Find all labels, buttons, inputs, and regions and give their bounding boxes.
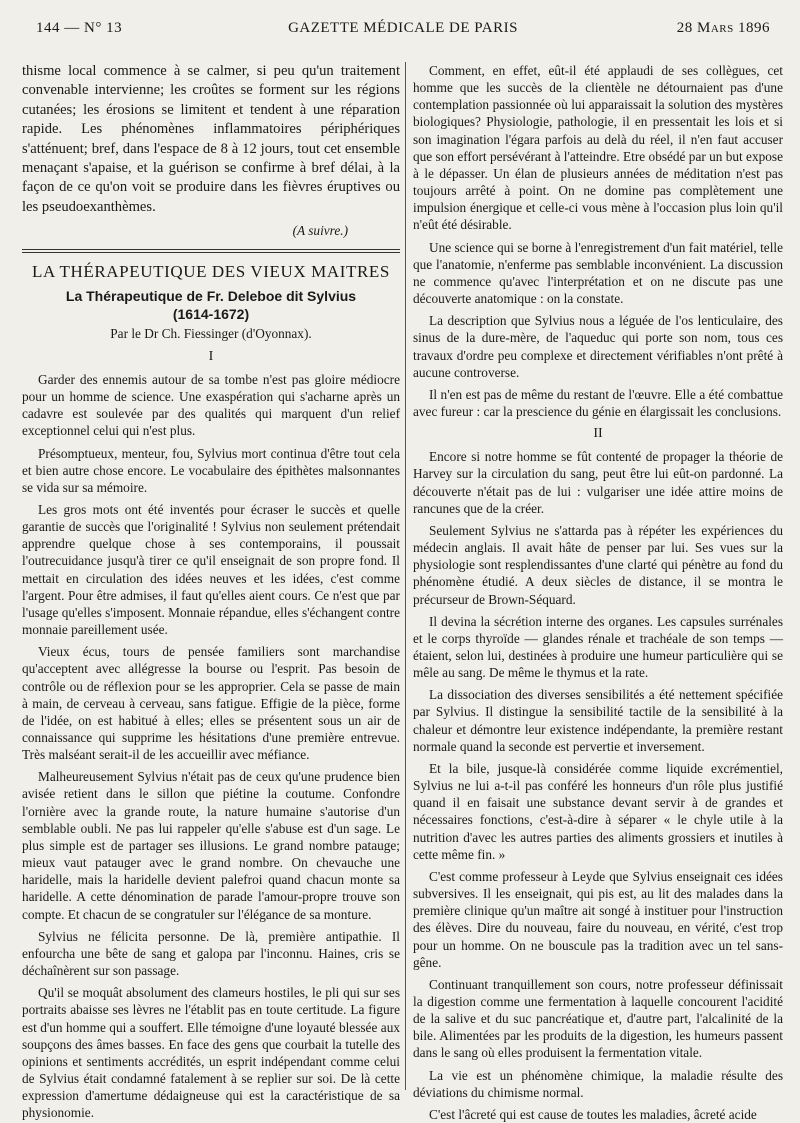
paragraph: Il devina la sécrétion interne des organes. Les capsules surrénales et le corps thyroïde — glandes rénale et trachéale de son temps — étaient, selon lui, destinées à produire une humeur particulière qui se mêle au sang. De même le thymus et la rate. (413, 613, 783, 681)
paragraph: Comment, en effet, eût-il été applaudi de ses collègues, cet homme que les succès de la clientèle ne détournaient pas d'une contemplation passionnée où lui apparaissait la solution des mystères biologiques? Physiologie, pathologie, il en pressentait les lois et si son imagination l'égara parfois au delà du réel, il n'en faut accuser que son effort persévérant à l'atteindre. Etre obsédé par un but expose à le dépasser. Un élan de plusieurs années de méditation n'est pas toujours arrêté à point. On ne domine pas complètement une impulsion énergique et celle-ci vous mène à l'occasion plus loin qu'il n'eût été désirable. (413, 63, 783, 233)
article-dates: (1614-1672) (172, 305, 250, 322)
paragraph: Il n'en est pas de même du restant de l'œuvre. Elle a été combattue avec fureur : car la prescience du génie en élargissait les conclusions. (413, 386, 783, 419)
paragraph: Sylvius ne félicita personne. De là, première antipathie. Il enfourcha une bête de sang et galopa par l'inconnu. Haines, cris se déchaînèrent sur son passage. (22, 928, 400, 979)
byline: Par le Dr Ch. Fiessinger (d'Oyonnax). (110, 325, 312, 341)
continued-paragraph: thisme local commence à se calmer, si peu qu'un traitement convenable intervienne; les croûtes se forment sur les régions cutanées; les érosions se limitent et tendent à une réparation rapide. Les phénomènes inflammatoires périphériques s'atténuent; bref, dans l'espace de 8 à 12 jours, tout cet ensemble menaçant s'apaise, et la guérison se confirme à bref délai, à la façon de ce qu'on voit se produire dans les fièvres éruptives ou les pseudoexanthèmes. (22, 63, 400, 215)
column-divider (405, 62, 406, 1090)
paragraph: Une science qui se borne à l'enregistrement d'un fait matériel, telle que l'anatomie, n'enferme pas semblable inconvénient. La discussion ne commence qu'avec l'interprétation et on ne discute pas une découverte anatomique : on la constate. (413, 239, 783, 307)
page-header (36, 16, 770, 42)
issue-date: 28 Mars 1896 (676, 20, 770, 36)
paragraph: Malheureusement Sylvius n'était pas de ceux qu'une prudence bien avisée retient dans le sillon que piétine la coutume. Confondre l'ornière avec la grande route, la nature humaine s'autorise d'un semblable oubli. Ne pas lui rappeler qu'elle s'abuse est d'un sage. Le plus simple est de partager ses illusions. Le grand nombre patauge; mieux vaut patauger avec le grand nombre. On chevauche une haridelle, mais la haridelle devient palefroi quand chacun monte sa haridelle. A cette dénomination de parade l'amour-propre trouve son compte. Et chacun de se congratuler sur l'élégance de sa monture. (22, 769, 400, 922)
paragraph: Présomptueux, menteur, fou, Sylvius mort continua d'être tout cela et bien autre chose encore. Le vocabulaire des épithètes malsonnantes se vida sur sa mémoire. (22, 445, 400, 495)
paragraph: La vie est un phénomène chimique, la maladie résulte des déviations du chimisme normal. (413, 1067, 783, 1100)
paragraph: Continuant tranquillement son cours, notre professeur définissait la digestion comme une fermentation à laquelle concourent l'acidité de la salive et du suc pancréatique et, d'autre part, l'alcalinité de la bile. Alimentées par les produits de la digestion, les humeurs passent dans le sang où elles produisent la fermentation vitale. (413, 976, 783, 1061)
left-column (22, 62, 400, 1121)
paragraph: Qu'il se moquât absolument des clameurs hostiles, le pli qui sur ses portraits abaisse ses lèvres ne l'établit pas en toute certitude. La figure est d'un homme qui a souffert. Elle témoigne d'une loyauté blessée aux soupçons des âmes basses. En face des gens que courbait la tutelle des opinions et sentiments accrédités, un esprit indépendant comme celui de Sylvius était condamné fatalement à se replier sur soi. De là cette expression d'amertume dédaigneuse qui est la caractéristique de sa physionomie. (22, 985, 400, 1121)
article-title: La Thérapeutique de Fr. Deleboe dit Sylvius (65, 287, 357, 304)
paragraph: La description que Sylvius nous a léguée de l'os lenticulaire, des sinus de la dure-mère, de l'aqueduc qui porte son nom, tous ces travaux d'ordre peu complexe et directement vérifiables n'ont prêté à aucune controverse. (413, 313, 783, 380)
paragraph: Et la bile, jusque-là considérée comme liquide excrémentiel, Sylvius ne lui a-t-il pas conféré les honneurs d'un rôle plus justifié quand il en faisait une substance devant servir à de grandes et nécessaires fonctions, c'est-à-dire à séparer « le chyle utile à la nutrition d'avec les autres parties des aliments grossiers et inutiles à cette même fin. » (413, 760, 783, 862)
paragraph: La dissociation des diverses sensibilités a été nettement spécifiée par Sylvius. Il distingue la sensibilité tactile de la sensibilité à la chaleur et démontre leur existence indépendante, la première restant normale quand la seconde est pervertie et inversement. (413, 687, 783, 754)
part-number: I (208, 348, 214, 364)
section-title: LA THÉRAPEUTIQUE DES VIEUX MAITRES (32, 262, 390, 282)
paragraph: Seulement Sylvius ne s'attarda pas à répéter les expériences du médecin anglais. Il avait hâte de penser par lui. Ses vues sur la physiologie sont resplendissantes d'une clarté qui pénètre au fond du phénomène étudié. A deux siècles de distance, il se montra le précurseur de Brown-Séquard. (413, 522, 783, 607)
paragraph: C'est l'âcreté qui est cause de toutes les maladies, âcreté acide (429, 1106, 757, 1122)
paragraph: Encore si notre homme se fût contenté de propager la théorie de Harvey sur la circulation du sang, peut être lui eût-on pardonné. La découverte n'était pas de lui : vulgariser une idée attire moins de rancunes que de la créer. (413, 449, 783, 516)
part-number: II (593, 426, 603, 442)
right-column (413, 62, 783, 1122)
journal-title: GAZETTE MÉDICALE DE PARIS (288, 20, 518, 36)
paragraph: Les gros mots ont été inventés pour écraser le succès et quelle garantie de succès que l'originalité ! Sylvius non seulement prétendait apprendre quelque chose à ses contemporains, il poussait l'outrecuidance jusqu'à tirer ce qu'il enseignait de son propre fond. Il mettait en circulation des idées neuves et les idées, c'est comme l'argent. Pour être admises, il faut qu'elles aient cours. Ce n'est que par l'usage qu'elles s'imposent. Monnaie répandue, elles s'échangent contre monnaie pareillement usée. (22, 501, 400, 638)
paragraph: Garder des ennemis autour de sa tombe n'est pas gloire médiocre pour un homme de science. Une exaspération qui s'acharne après un cadavre est soulevée par des qualités qui marquent d'un relief exceptionnel celui qui n'est plus. (22, 371, 400, 439)
paragraph: C'est comme professeur à Leyde que Sylvius enseignait ces idées subversives. Il les enseignait, qui pis est, au lit des malades dans la première clinique qu'un maître ait songé à instituer pour l'instruction des élèves. Dire du nouveau, faire du nouveau, en vérité, c'est trop pour un homme. On ne bouscule pas la tradition avec un tel sans-gêne. (413, 868, 783, 970)
page-number: 144 — N° 13 (36, 20, 123, 36)
to-be-continued: (A suivre.) (292, 223, 348, 239)
section-divider (22, 249, 400, 253)
paragraph: Vieux écus, tours de pensée familiers sont marchandise qu'acceptent avec allégresse la bourse ou l'esprit. Pas besoin de contrôle ou de réflexion pour se les approprier. Cela se passe de main à main, de cerveau à cerveau, sans fatigue. Effigie de la pièce, forme de l'idée, on est habitué à elles; elles se présentent sous un air de connaissance qui supprime les hésitations d'une première entrevue. Très malséant serait-il de les accueillir avec méfiance. (22, 644, 400, 763)
